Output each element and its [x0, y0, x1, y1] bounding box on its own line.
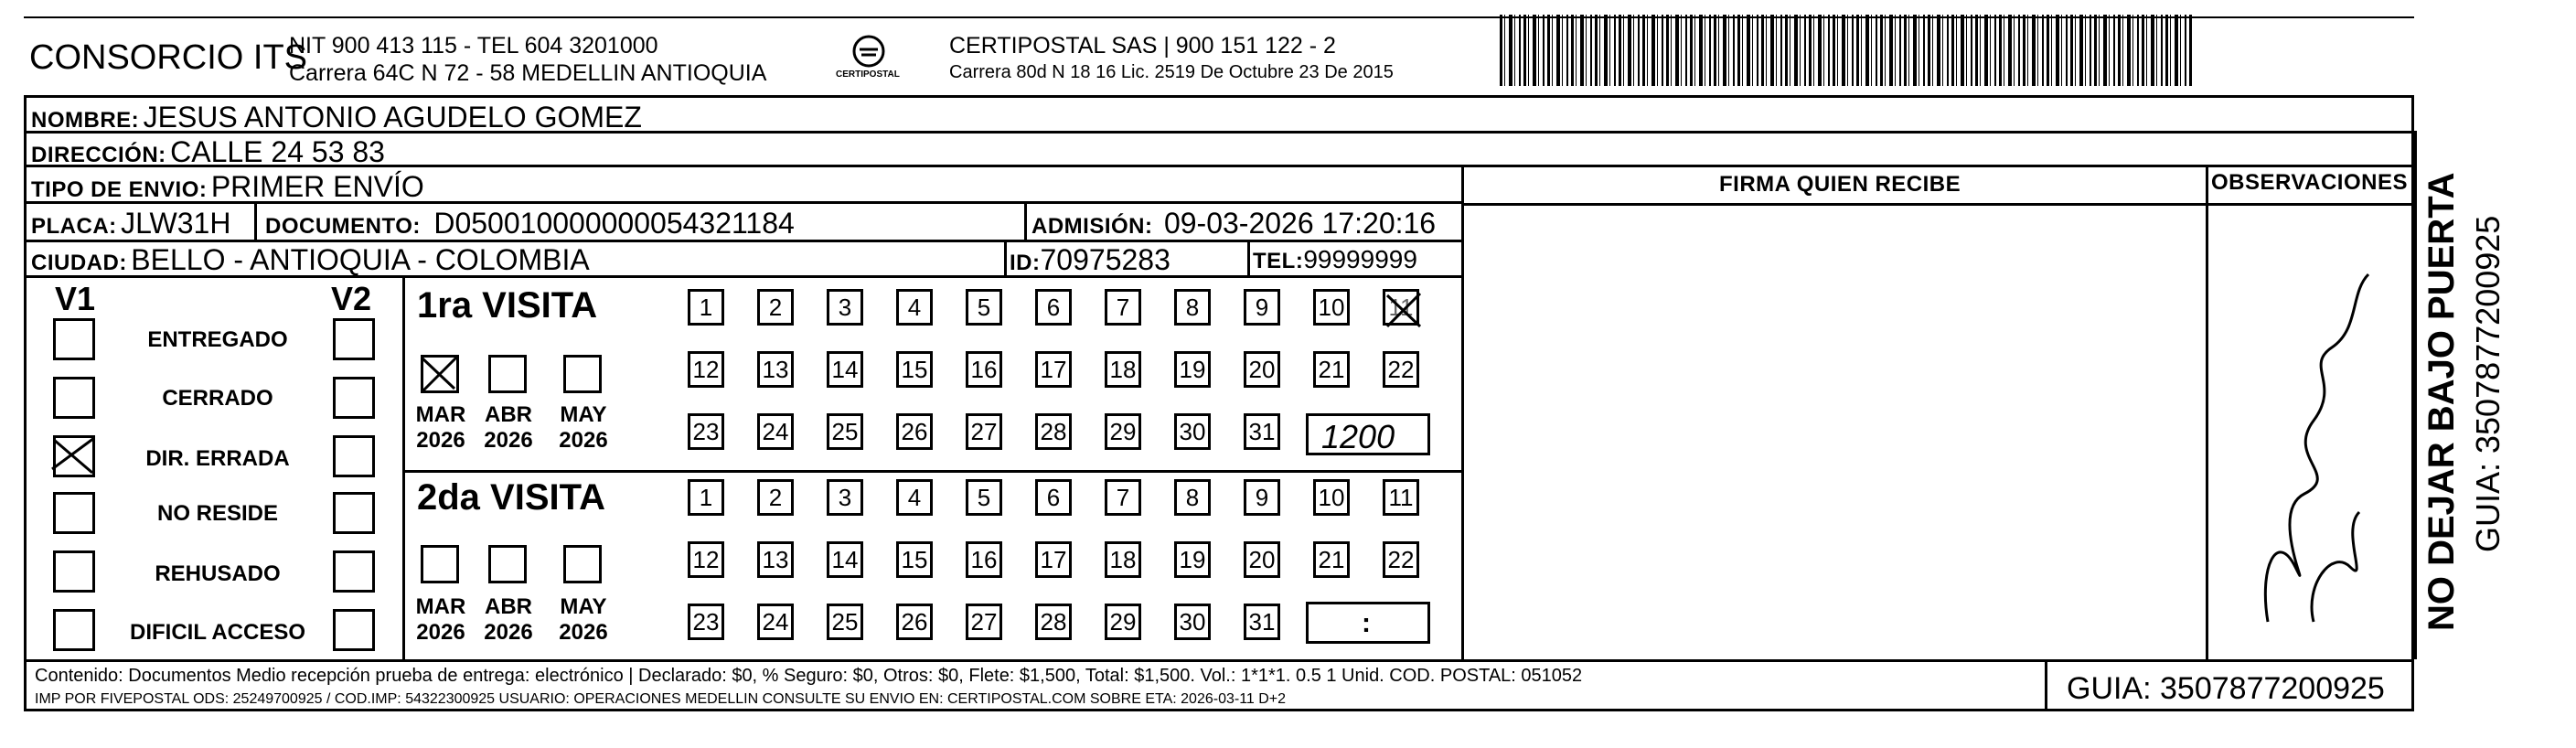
firma-header: FIRMA QUIEN RECIBE [1719, 172, 1961, 197]
certipostal-logo [832, 31, 905, 86]
visit1-day-14[interactable]: 14 [827, 351, 863, 388]
v2-dir-errada-checkbox[interactable] [333, 435, 375, 477]
visit1-day-6[interactable]: 6 [1035, 289, 1072, 326]
visit1-day-10[interactable]: 10 [1313, 289, 1350, 326]
visit2-day-30[interactable]: 30 [1174, 604, 1211, 640]
visit1-day-19[interactable]: 19 [1174, 351, 1211, 388]
documento-label: DOCUMENTO: D050010000000054321184 [265, 207, 795, 240]
tel-value: 99999999 [1303, 245, 1417, 273]
visit2-month-mar-checkbox[interactable] [421, 545, 459, 583]
tipo-envio-label: TIPO DE ENVIO: PRIMER ENVÍO [31, 170, 424, 203]
visit2-day-5[interactable]: 5 [966, 479, 1002, 516]
v2-dificil-acceso-checkbox[interactable] [333, 609, 375, 651]
visit2-day-23[interactable]: 23 [688, 604, 724, 640]
certipostal-line1: CERTIPOSTAL SAS | 900 151 122 - 2 [949, 33, 1336, 59]
visit1-day-15[interactable]: 15 [896, 351, 933, 388]
option-dir-errada: DIR. ERRADA [145, 446, 290, 471]
visit1-day-25[interactable]: 25 [827, 413, 863, 450]
visit1-day-7[interactable]: 7 [1105, 289, 1141, 326]
v2-entregado-checkbox[interactable] [333, 318, 375, 360]
visit2-day-18[interactable]: 18 [1105, 541, 1141, 578]
visit1-day-20[interactable]: 20 [1244, 351, 1280, 388]
visit2-day-2[interactable]: 2 [757, 479, 794, 516]
visit2-day-25[interactable]: 25 [827, 604, 863, 640]
v1-rehusado-checkbox[interactable] [53, 550, 95, 593]
visit1-day-22[interactable]: 22 [1383, 351, 1419, 388]
visit2-day-17[interactable]: 17 [1035, 541, 1072, 578]
visit2-day-26[interactable]: 26 [896, 604, 933, 640]
visit2-day-12[interactable]: 12 [688, 541, 724, 578]
visit1-day-8[interactable]: 8 [1174, 289, 1211, 326]
admision-value: 09-03-2026 17:20:16 [1163, 207, 1437, 240]
v1-label: V1 [55, 280, 96, 317]
admision-label: ADMISIÓN: 09-03-2026 17:20:16 [1031, 207, 1437, 240]
v1-cerrado-checkbox[interactable] [53, 377, 95, 419]
visit2-time-field[interactable] [1306, 602, 1430, 644]
visit2-month-abr-checkbox[interactable] [488, 545, 527, 583]
visit1-month-mar: MAR 2026 [415, 402, 466, 453]
visit1-day-2[interactable]: 2 [757, 289, 794, 326]
ciudad-label: CIUDAD: BELLO - ANTIOQUIA - COLOMBIA [31, 243, 590, 276]
visit2-day-24[interactable]: 24 [757, 604, 794, 640]
placa-value: JLW31H [121, 207, 231, 240]
ciudad-value: BELLO - ANTIOQUIA - COLOMBIA [131, 243, 590, 276]
company-address: Carrera 64C N 72 - 58 MEDELLIN ANTIOQUIA [289, 60, 767, 86]
visit1-day-27[interactable]: 27 [966, 413, 1002, 450]
visit2-month-may: MAY 2026 [559, 594, 608, 645]
documento-value: D050010000000054321184 [433, 207, 795, 240]
v1-dificil-acceso-checkbox[interactable] [53, 609, 95, 651]
visit1-title: 1ra VISITA [417, 285, 598, 326]
visit1-day-4[interactable]: 4 [896, 289, 933, 326]
visit1-day-23[interactable]: 23 [688, 413, 724, 450]
visit2-day-15[interactable]: 15 [896, 541, 933, 578]
v2-label: V2 [331, 280, 372, 317]
visit2-day-6[interactable]: 6 [1035, 479, 1072, 516]
v2-cerrado-checkbox[interactable] [333, 377, 375, 419]
visit2-day-3[interactable]: 3 [827, 479, 863, 516]
footer-contenido: Contenido: Documentos Medio recepción prueba de entrega: electrónico | Declarado: $0, % Seguro: $0, Otros: $0, Flete: $1,500, Total: $1,500. Vol.: 1*1*1. 0.5 1 Unid. COD. POSTAL: 051052 [35, 666, 1583, 686]
option-cerrado: CERRADO [162, 386, 273, 411]
visit1-day-21[interactable]: 21 [1313, 351, 1350, 388]
visit1-day-26[interactable]: 26 [896, 413, 933, 450]
v2-rehusado-checkbox[interactable] [333, 550, 375, 593]
nombre-label: NOMBRE: JESUS ANTONIO AGUDELO GOMEZ [31, 101, 642, 134]
visit2-time-placeholder: : [1362, 608, 1371, 638]
visit1-day-5[interactable]: 5 [966, 289, 1002, 326]
nombre-value: JESUS ANTONIO AGUDELO GOMEZ [143, 101, 642, 134]
visit1-month-mar-checkbox[interactable] [421, 355, 459, 393]
visit2-day-8[interactable]: 8 [1174, 479, 1211, 516]
visit1-day-1[interactable]: 1 [688, 289, 724, 326]
visit2-day-10[interactable]: 10 [1313, 479, 1350, 516]
visit1-time-field[interactable] [1306, 413, 1430, 455]
visit1-month-abr-checkbox[interactable] [488, 355, 527, 393]
visit2-day-28[interactable]: 28 [1035, 604, 1072, 640]
visit2-month-may-checkbox[interactable] [563, 545, 602, 583]
visit2-month-mar: MAR 2026 [415, 594, 466, 645]
option-rehusado: REHUSADO [155, 561, 281, 586]
visit1-day-11[interactable]: 11 [1383, 289, 1419, 326]
placa-label: PLACA: JLW31H [31, 207, 231, 240]
visit2-day-9[interactable]: 9 [1244, 479, 1280, 516]
visit2-day-19[interactable]: 19 [1174, 541, 1211, 578]
visit2-day-31[interactable]: 31 [1244, 604, 1280, 640]
visit2-title: 2da VISITA [417, 477, 605, 518]
visit1-day-28[interactable]: 28 [1035, 413, 1072, 450]
v2-no-reside-checkbox[interactable] [333, 492, 375, 534]
tel-label: TEL:99999999 [1253, 245, 1417, 273]
visit1-day-12[interactable]: 12 [688, 351, 724, 388]
visit1-day-3[interactable]: 3 [827, 289, 863, 326]
visit1-day-16[interactable]: 16 [966, 351, 1002, 388]
logo-text: CERTIPOSTAL [836, 69, 900, 80]
visit2-day-1[interactable]: 1 [688, 479, 724, 516]
side-no-dejar: NO DEJAR BAJO PUERTA [2421, 172, 2462, 631]
visit2-day-22[interactable]: 22 [1383, 541, 1419, 578]
visit2-day-7[interactable]: 7 [1105, 479, 1141, 516]
visit1-day-13[interactable]: 13 [757, 351, 794, 388]
option-no-reside: NO RESIDE [156, 501, 279, 526]
visit2-day-21[interactable]: 21 [1313, 541, 1350, 578]
visit1-day-30[interactable]: 30 [1174, 413, 1211, 450]
certipostal-line2: Carrera 80d N 18 16 Lic. 2519 De Octubre 23 De 2015 [949, 62, 1394, 82]
option-dificil-acceso: DIFICIL ACCESO [129, 620, 305, 645]
v1-dir-errada-checkbox[interactable] [53, 435, 95, 477]
visit1-month-may-checkbox[interactable] [563, 355, 602, 393]
visit2-day-11[interactable]: 11 [1383, 479, 1419, 516]
visit2-day-14[interactable]: 14 [827, 541, 863, 578]
visit1-day-29[interactable]: 29 [1105, 413, 1141, 450]
visit2-day-29[interactable]: 29 [1105, 604, 1141, 640]
id-label: ID:70975283 [1010, 243, 1170, 276]
visit1-day-31[interactable]: 31 [1244, 413, 1280, 450]
v1-no-reside-checkbox[interactable] [53, 492, 95, 534]
footer-guia: GUIA: 3507877200925 [2067, 671, 2385, 706]
direccion-label: DIRECCIÓN: CALLE 24 53 83 [31, 135, 385, 168]
visit2-day-27[interactable]: 27 [966, 604, 1002, 640]
v1-entregado-checkbox[interactable] [53, 318, 95, 360]
direccion-value: CALLE 24 53 83 [170, 135, 385, 168]
footer-imp: IMP POR FIVEPOSTAL ODS: 25249700925 / COD.IMP: 54322300925 USUARIO: OPERACIONES MEDELLIN CONSULTE SU ENVIO EN: CERTIPOSTAL.COM SOBRE ETA: 2026-03-11 D+2 [35, 691, 1287, 707]
visit1-time-value: 1200 [1321, 418, 1395, 455]
barcode [1500, 15, 2193, 86]
observaciones-signature [2213, 238, 2405, 640]
option-entregado: ENTREGADO [147, 327, 288, 352]
observaciones-header: OBSERVACIONES [2211, 170, 2408, 195]
id-value: 70975283 [1040, 243, 1170, 276]
visit1-day-17[interactable]: 17 [1035, 351, 1072, 388]
visit1-day-18[interactable]: 18 [1105, 351, 1141, 388]
visit1-month-abr: ABR 2026 [484, 402, 533, 453]
visit2-day-20[interactable]: 20 [1244, 541, 1280, 578]
visit2-month-abr: ABR 2026 [484, 594, 533, 645]
nit-line: NIT 900 413 115 - TEL 604 3201000 [289, 33, 658, 59]
visit2-day-13[interactable]: 13 [757, 541, 794, 578]
company-name: CONSORCIO ITS [29, 38, 308, 77]
tipo-envio-value: PRIMER ENVÍO [210, 170, 424, 203]
visit2-day-4[interactable]: 4 [896, 479, 933, 516]
visit1-month-may: MAY 2026 [559, 402, 608, 453]
visit2-day-16[interactable]: 16 [966, 541, 1002, 578]
visit1-day-24[interactable]: 24 [757, 413, 794, 450]
visit1-day-9[interactable]: 9 [1244, 289, 1280, 326]
side-guia: GUIA: 3507877200925 [2469, 215, 2507, 552]
